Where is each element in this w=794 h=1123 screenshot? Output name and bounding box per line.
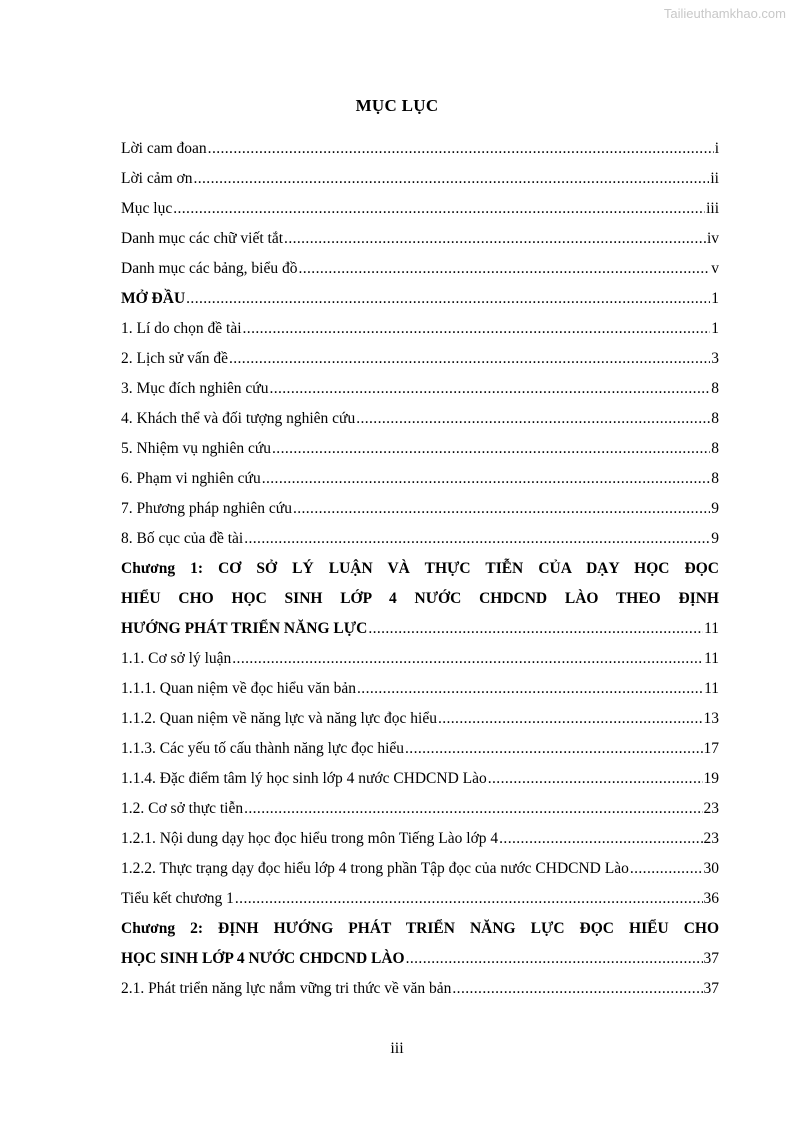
page-title: MỤC LỤC [355, 96, 439, 115]
toc-entry-page: i [714, 140, 719, 157]
dot-leader [244, 524, 710, 554]
toc-entry-page: 1 [711, 290, 719, 307]
toc-entry-page: 8 [711, 380, 719, 397]
toc-entry-page: v [711, 260, 719, 277]
dot-leader [488, 764, 703, 794]
toc-entry-label: Danh mục các bảng, biểu đồ [121, 260, 298, 277]
toc-entry[interactable] [121, 794, 719, 824]
dot-leader [272, 434, 710, 464]
page-number: iii [390, 1040, 404, 1057]
toc-entry-page: 11 [704, 680, 719, 697]
dot-leader [243, 314, 711, 344]
toc-entry[interactable] [121, 854, 719, 884]
dot-leader [452, 974, 702, 1004]
toc-entry-label: 1. Lí do chọn đề tài [121, 320, 242, 337]
toc-entry-label: Lời cam đoan [121, 140, 207, 157]
chapter-2-heading-line-2[interactable] [121, 944, 719, 974]
dot-leader [357, 674, 703, 704]
table-of-contents [121, 134, 719, 1004]
toc-entry-mo-dau[interactable] [121, 284, 719, 314]
toc-entry-page: 11 [704, 650, 719, 667]
toc-entry[interactable] [121, 344, 719, 374]
toc-entry-label: Lời cảm ơn [121, 170, 193, 187]
toc-entry[interactable] [121, 524, 719, 554]
toc-entry-label: 5. Nhiệm vụ nghiên cứu [121, 440, 272, 457]
toc-entry-page: 37 [703, 980, 719, 997]
toc-entry[interactable] [121, 674, 719, 704]
toc-entry[interactable] [121, 254, 719, 284]
toc-entry[interactable] [121, 374, 719, 404]
toc-entry-label: 6. Phạm vi nghiên cứu [121, 470, 261, 487]
dot-leader [208, 134, 714, 164]
toc-entry-page: 19 [703, 770, 719, 787]
toc-entry[interactable] [121, 194, 719, 224]
dot-leader [293, 494, 710, 524]
toc-entry-page: 37 [703, 950, 719, 967]
dot-leader [405, 734, 702, 764]
toc-entry-page: 36 [703, 890, 719, 907]
dot-leader [262, 464, 711, 494]
dot-leader [232, 644, 703, 674]
toc-entry-label: 3. Mục đích nghiên cứu [121, 380, 269, 397]
toc-entry[interactable] [121, 974, 719, 1004]
toc-entry-page: iv [706, 230, 719, 247]
dot-leader [438, 704, 703, 734]
toc-entry-label: Tiểu kết chương 1 [121, 890, 234, 907]
toc-entry[interactable] [121, 164, 719, 194]
toc-entry-page: 8 [711, 470, 719, 487]
toc-entry-label: 1.2.1. Nội dung dạy học đọc hiểu trong môn Tiếng Lào lớp 4 [121, 830, 499, 847]
dot-leader [368, 614, 703, 644]
dot-leader [630, 854, 703, 884]
toc-entry[interactable] [121, 224, 719, 254]
dot-leader [356, 404, 710, 434]
toc-entry-label: 1.2. Cơ sở thực tiễn [121, 800, 244, 817]
toc-entry-page: iii [706, 200, 719, 217]
dot-leader [284, 224, 706, 254]
watermark: Tailieuthamkhao.com [663, 6, 786, 21]
toc-entry-label: 1.1.4. Đặc điểm tâm lý học sinh lớp 4 nước CHDCND Lào [121, 770, 487, 787]
toc-entry-label: 1.1.1. Quan niệm về đọc hiểu văn bản [121, 680, 357, 697]
toc-entry[interactable] [121, 644, 719, 674]
toc-entry-page: 9 [711, 500, 719, 517]
dot-leader [193, 164, 709, 194]
toc-entry-label: 1.1. Cơ sở lý luận [121, 650, 232, 667]
dot-leader [186, 284, 710, 314]
dot-leader [406, 944, 703, 974]
toc-entry-page: 1 [711, 320, 719, 337]
dot-leader [269, 374, 710, 404]
toc-entry[interactable] [121, 884, 719, 914]
toc-entry-label: 1.1.3. Các yếu tố cấu thành năng lực đọc hiểu [121, 740, 405, 757]
dot-leader [244, 794, 702, 824]
toc-entry-page: 3 [711, 350, 719, 367]
toc-entry-label: 4. Khách thể và đối tượng nghiên cứu [121, 410, 356, 427]
chapter-1-heading-line-1[interactable]: Chương 1: CƠ SỞ LÝ LUẬN VÀ THỰC TIỄN CỦA DẠY HỌC ĐỌC [121, 560, 719, 577]
toc-entry-label: 2. Lịch sử vấn đề [121, 350, 228, 367]
toc-entry-page: 13 [703, 710, 719, 727]
toc-entry[interactable] [121, 764, 719, 794]
toc-entry-page: ii [710, 170, 719, 187]
toc-entry[interactable] [121, 464, 719, 494]
toc-entry-label: 8. Bố cục của đề tài [121, 530, 244, 547]
chapter-2-heading-line-1[interactable]: Chương 2: ĐỊNH HƯỚNG PHÁT TRIỂN NĂNG LỰC ĐỌC HIỂU CHO [121, 920, 719, 937]
toc-entry-label: 2.1. Phát triển năng lực nắm vững tri thức về văn bản [121, 980, 452, 997]
toc-entry-label: 7. Phương pháp nghiên cứu [121, 500, 292, 517]
toc-entry-page: 11 [704, 620, 719, 637]
toc-entry[interactable] [121, 134, 719, 164]
chapter-1-heading-line-2[interactable]: HIỂU CHO HỌC SINH LỚP 4 NƯỚC CHDCND LÀO THEO ĐỊNH [121, 590, 719, 607]
toc-entry-page: 9 [711, 530, 719, 547]
toc-entry-label: Mục lục [121, 200, 173, 217]
toc-entry-label: MỞ ĐẦU [121, 290, 186, 307]
toc-entry-page: 30 [703, 860, 719, 877]
toc-entry[interactable] [121, 434, 719, 464]
toc-entry[interactable] [121, 734, 719, 764]
chapter-1-heading-line-3[interactable] [121, 614, 719, 644]
toc-entry-label: Danh mục các chữ viết tắt [121, 230, 284, 247]
toc-entry[interactable] [121, 314, 719, 344]
dot-leader [298, 254, 710, 284]
dot-leader [235, 884, 703, 914]
toc-entry-label: 1.2.2. Thực trạng dạy đọc hiểu lớp 4 trong phần Tập đọc của nước CHDCND Lào [121, 860, 629, 877]
toc-entry[interactable] [121, 494, 719, 524]
toc-entry-page: 23 [703, 830, 719, 847]
toc-entry-page: 8 [711, 410, 719, 427]
dot-leader [229, 344, 710, 374]
toc-entry-page: 8 [711, 440, 719, 457]
toc-entry-label: HƯỚNG PHÁT TRIỂN NĂNG LỰC [121, 620, 368, 637]
dot-leader [499, 824, 702, 854]
toc-entry-page: 23 [703, 800, 719, 817]
toc-entry-page: 17 [703, 740, 719, 757]
toc-entry[interactable] [121, 824, 719, 854]
toc-entry[interactable] [121, 704, 719, 734]
dot-leader [173, 194, 705, 224]
toc-entry[interactable] [121, 404, 719, 434]
toc-entry-label: 1.1.2. Quan niệm về năng lực và năng lực đọc hiểu [121, 710, 437, 727]
toc-entry-label: HỌC SINH LỚP 4 NƯỚC CHDCND LÀO [121, 950, 405, 967]
